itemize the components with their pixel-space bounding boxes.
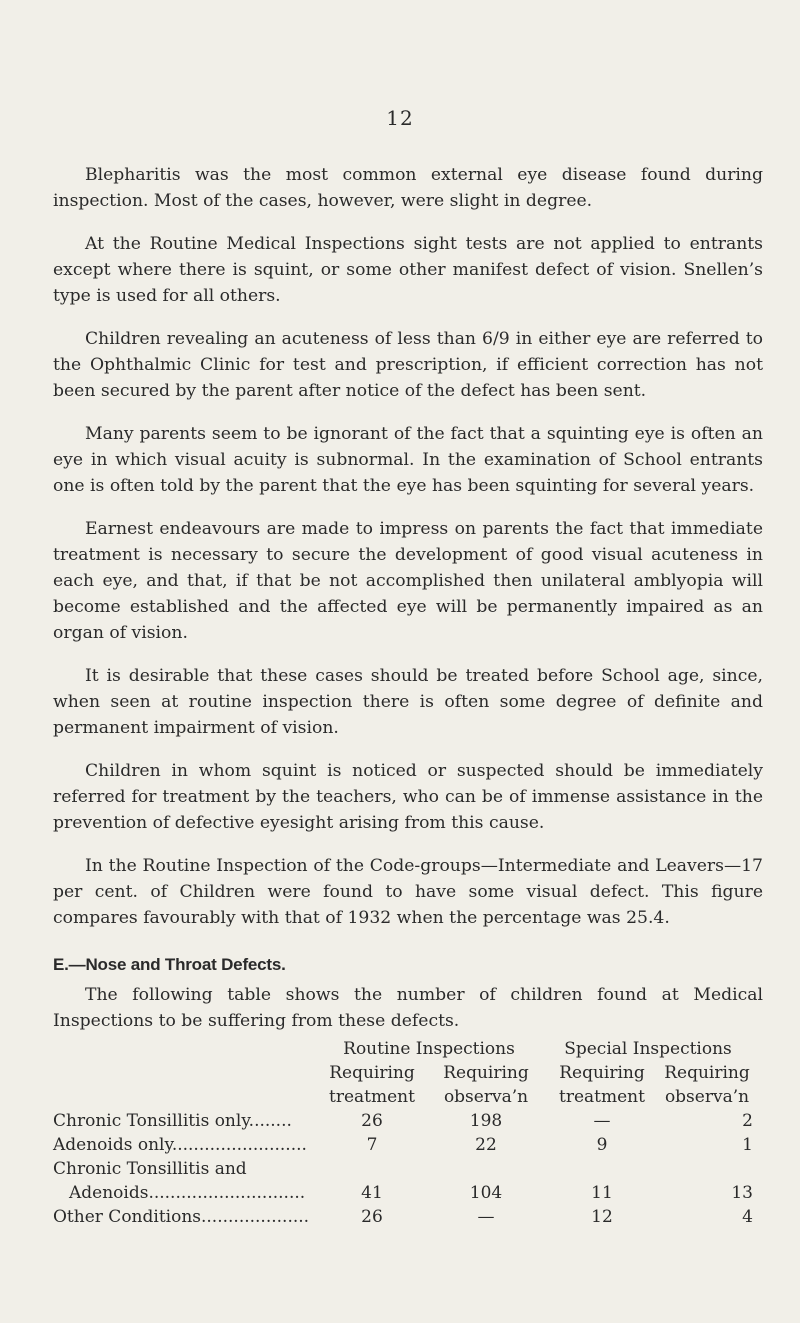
row-label: Adenoids............................. — [69, 1183, 306, 1203]
group-header-special: Special Inspections — [564, 1039, 732, 1059]
cell-value: 12 — [591, 1207, 613, 1227]
cell-value: 7 — [366, 1135, 378, 1155]
paragraph-squinting-eye: Many parents seem to be ignorant of the fact that a squinting eye is often an eye in which visual acuity is subnormal. In the examination of School entrants one is often told by the parent that the eye has been squinting for several years. — [53, 424, 763, 496]
cell-value: 2 — [742, 1111, 753, 1131]
subheader-requiring: Requiring — [559, 1063, 645, 1083]
subheader-requiring: Requiring — [329, 1063, 415, 1083]
subheader-requiring: Requiring — [443, 1063, 529, 1083]
paragraph-before-school-age: It is desirable that these cases should be treated before School age, since, when seen at routine inspection there is often some degree of definite and permanent impairment of vision. — [53, 666, 763, 738]
row-label-line1: Chronic Tonsillitis and — [53, 1159, 247, 1179]
cell-value: 1 — [742, 1135, 753, 1155]
page-number: 12 — [386, 106, 414, 130]
paragraph-ophthalmic-referral: Children revealing an acuteness of less than 6/9 in either eye are referred to the Ophthalmic Clinic for test and prescription, if efficient correction has not been secured by the parent after notice of the defect has been sent. — [53, 329, 763, 401]
section-heading: E.—Nose and Throat Defects. — [53, 955, 286, 974]
paragraph-sight-tests: At the Routine Medical Inspections sight tests are not applied to entrants except where there is squint, or some other manifest defect of vision. Snellen’s type is used for all others. — [53, 234, 763, 306]
table-row — [53, 1181, 753, 1205]
row-label: Chronic Tonsillitis only........ — [53, 1111, 292, 1131]
paragraph-code-groups: In the Routine Inspection of the Code-groups—Intermediate and Leavers—17 per cent. of Children were found to have some visual defect. This figure compares favourably with that of 1932 when the percentage was 25.4. — [53, 856, 763, 928]
subheader-treatment: treatment — [329, 1087, 415, 1107]
cell-value: 104 — [469, 1183, 503, 1203]
section-intro: The following table shows the number of children found at Medical Inspections to be suffering from these defects. — [53, 985, 763, 1031]
cell-value: 22 — [475, 1135, 497, 1155]
cell-value: — — [593, 1111, 611, 1131]
paragraph-blepharitis: Blepharitis was the most common external eye disease found during inspection. Most of the cases, however, were slight in degree. — [53, 165, 763, 211]
group-header-routine: Routine Inspections — [343, 1039, 515, 1059]
defects-table — [53, 1037, 753, 1229]
table-row — [53, 1133, 753, 1157]
table-group-header-row — [53, 1037, 753, 1061]
subheader-requiring: Requiring — [664, 1063, 750, 1083]
cell-value: 26 — [361, 1207, 383, 1227]
subheader-observation: observa’n — [664, 1087, 750, 1107]
cell-value: 4 — [742, 1207, 753, 1227]
subheader-treatment: treatment — [559, 1087, 645, 1107]
table-row — [53, 1205, 753, 1229]
cell-value: 198 — [469, 1111, 503, 1131]
cell-value: 9 — [596, 1135, 608, 1155]
paragraph-teacher-referral: Children in whom squint is noticed or suspected should be immediately referred for treatment by the teachers, who can be of immense assistance in the prevention of defective eyesight arising from this cause. — [53, 761, 763, 833]
cell-value: 13 — [731, 1183, 753, 1203]
cell-value: 41 — [361, 1183, 383, 1203]
paragraph-immediate-treatment: Earnest endeavours are made to impress on parents the fact that immediate treatment is necessary to secure the development of good visual acuteness in each eye, and that, if that be not accomplished then unilateral amblyopia will become established and the affected eye will be permanently impaired as an organ of vision. — [53, 519, 763, 643]
subheader-observation: observa’n — [443, 1087, 529, 1107]
table-corner — [53, 1037, 315, 1061]
cell-value: 26 — [361, 1111, 383, 1131]
table-row — [53, 1109, 753, 1133]
table-subheader-row-1 — [53, 1061, 753, 1085]
cell-value: 11 — [591, 1183, 613, 1203]
row-label: Adenoids only......................... — [53, 1135, 307, 1155]
table-row-label-continuation — [53, 1157, 753, 1181]
table-subheader-row-2 — [53, 1085, 753, 1109]
row-label: Other Conditions.................... — [53, 1207, 310, 1227]
cell-value: — — [477, 1207, 495, 1227]
document-body — [53, 162, 763, 1229]
